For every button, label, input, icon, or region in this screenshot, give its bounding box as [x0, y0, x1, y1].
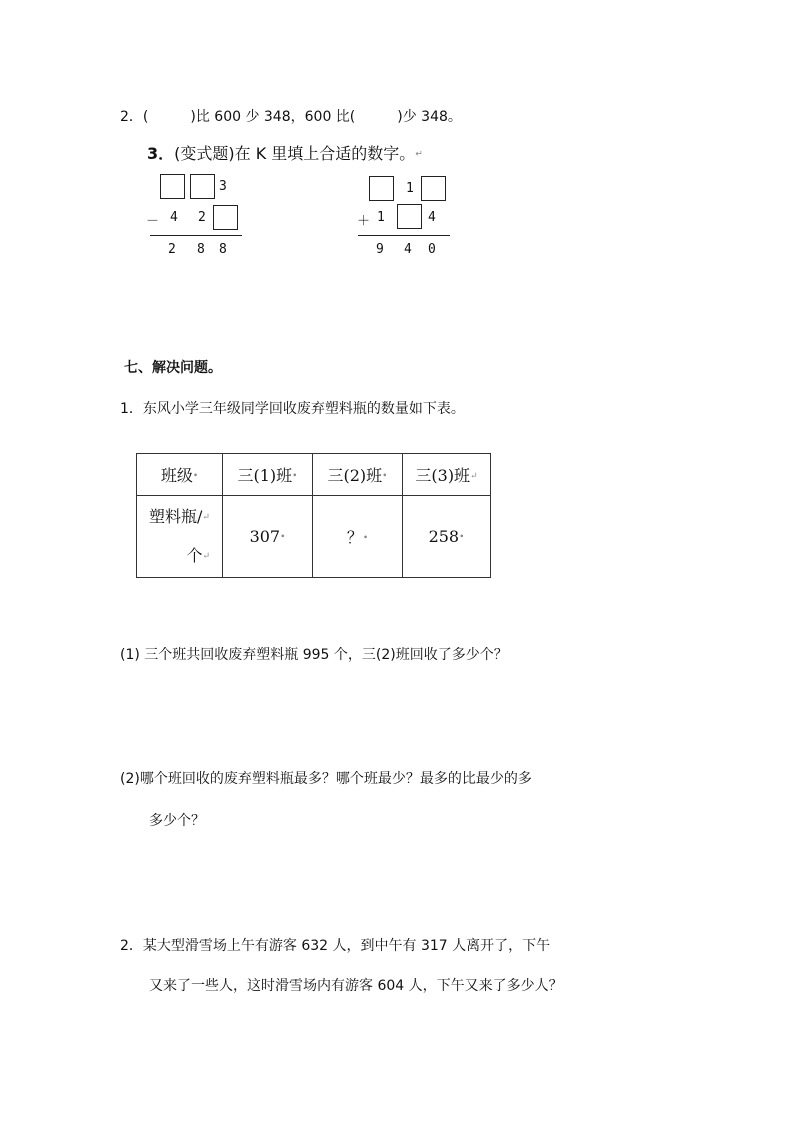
digit: 8 — [197, 242, 205, 257]
digit: 4 — [170, 210, 178, 225]
table-header-cell: 班级• — [137, 454, 223, 496]
table-header-cell: 三(2)班• — [313, 454, 403, 496]
table-row — [137, 496, 491, 578]
answer-box[interactable] — [397, 204, 422, 229]
table-header-row — [137, 454, 491, 496]
answer-box[interactable] — [160, 174, 185, 199]
table-header-cell: 三(3)班↵ — [403, 454, 491, 496]
problem-1-intro: 1．东风小学三年级同学回收废弃塑料瓶的数量如下表。 — [120, 401, 465, 417]
answer-box[interactable] — [213, 205, 238, 230]
answer-box[interactable] — [190, 174, 215, 199]
digit: 3 — [219, 179, 227, 194]
problem-1-part-2-line-2: 多少个？ — [149, 813, 205, 829]
sum-line — [150, 235, 242, 236]
operator: ＋ — [357, 214, 371, 229]
problem-2-line-1: 2．某大型滑雪场上午有游客 632 人，到中午有 317 人离开了，下午 — [120, 938, 551, 954]
question-3-number: 3． — [147, 144, 175, 163]
question-2: 2．( )比 600 少 348，600 比( )少 348。 — [120, 109, 462, 125]
answer-box[interactable] — [421, 176, 446, 201]
problem-2-line-2: 又来了一些人，这时滑雪场内有游客 604 人，下午又来了多少人？ — [149, 978, 563, 994]
digit: 2 — [168, 242, 176, 257]
sum-line — [358, 235, 450, 236]
digit: 0 — [428, 242, 436, 257]
table-cell: 307• — [223, 496, 313, 578]
table-cell: 258• — [403, 496, 491, 578]
table-header-cell: 三(1)班• — [223, 454, 313, 496]
question-3-text: (变式题)在 K 里填上合适的数字。 — [174, 144, 416, 163]
problem-1-part-1: (1) 三个班共回收废弃塑料瓶 995 个，三(2)班回收了多少个？ — [120, 647, 508, 663]
digit: 8 — [219, 242, 227, 257]
problem-1-part-2-line-1: (2)哪个班回收的废弃塑料瓶最多？哪个班最少？最多的比最少的多 — [120, 771, 532, 787]
operator: － — [146, 214, 160, 229]
section-title: 七、解决问题。 — [124, 360, 222, 376]
question-3: 3．(变式题)在 K 里填上合适的数字。↵ — [147, 144, 423, 163]
digit: 2 — [198, 210, 206, 225]
bottle-table — [136, 453, 491, 578]
digit: 1 — [406, 181, 414, 196]
table-cell: ？• — [313, 496, 403, 578]
digit: 9 — [376, 242, 384, 257]
answer-box[interactable] — [369, 176, 394, 201]
digit: 4 — [404, 242, 412, 257]
table-row-label: 塑料瓶/↵ 个↵ — [137, 496, 223, 578]
digit: 1 — [377, 210, 385, 225]
digit: 4 — [428, 210, 436, 225]
